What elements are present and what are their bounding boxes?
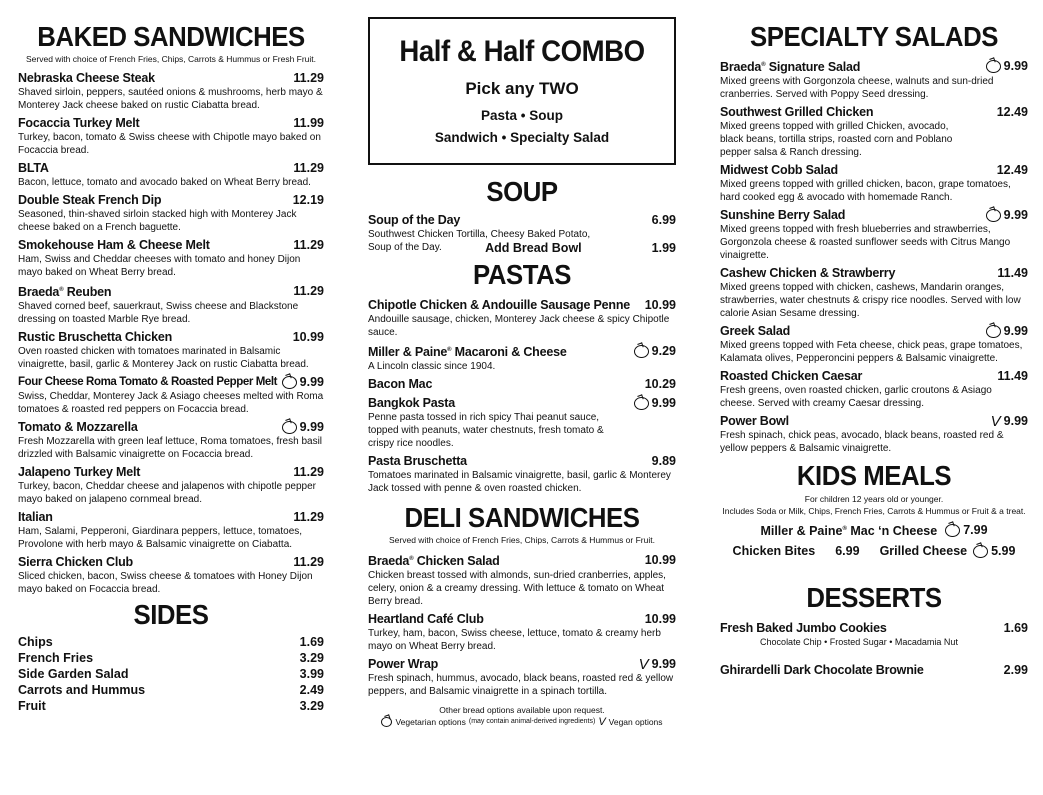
menu-item [368, 298, 676, 339]
registered-mark: ® [761, 62, 766, 68]
menu-item [18, 510, 324, 551]
menu-item [368, 552, 676, 608]
registered-mark: ® [447, 347, 452, 353]
vegetarian-apple-icon [634, 397, 649, 410]
menu-item [368, 396, 676, 450]
deli-sandwiches-subtitle: Served with choice of French Fries, Chips, Carrots & Hummus or Fruit. [389, 535, 655, 546]
item-price: 9.99 [1003, 414, 1028, 429]
baked-sandwiches-title: BAKED SANDWICHES [37, 21, 305, 52]
vegetarian-apple-icon [986, 209, 1001, 222]
soup-title: SOUP [486, 176, 558, 207]
item-description: Fresh spinach, chick peas, avocado, black beans, roasted red & yellow peppers & Balsamic vinaigrette. [720, 430, 1004, 455]
side-item [18, 666, 324, 682]
item-description: Mixed greens topped with chicken, cashews, Mandarin oranges, strawberries, water chestnuts & crispy rice noodles. Served with low calorie Asian Sesame dressing. [720, 282, 1021, 320]
item-price: 11.29 [293, 555, 324, 570]
registered-mark: ® [842, 526, 847, 533]
item-price: 10.99 [644, 612, 676, 627]
item-description: Penne pasta tossed in rich spicy Thai peanut sauce, topped with peanuts, water chestnuts, fresh tomato & crispy rice noodles. [368, 412, 604, 450]
item-price: 1.69 [1003, 621, 1028, 636]
side-price: 1.69 [299, 635, 324, 650]
registered-mark: ® [59, 287, 64, 293]
item-price: 9.99 [1003, 208, 1028, 223]
braeda-brand: Braeda [720, 60, 762, 75]
combo-options-line2: Sandwich • Specialty Salad [434, 130, 610, 145]
combo-options-line1: Pasta • Soup [481, 108, 563, 123]
kids-grilled-price: 5.99 [991, 544, 1016, 559]
item-description: Mixed greens topped with grilled Chicken, avocado, black beans, tortilla strips, roasted corn and Poblano pepper salsa & Ranch dressing. [720, 121, 953, 159]
menu-item [368, 213, 676, 256]
reuben-suffix: Reuben [63, 285, 112, 300]
item-name: Nebraska Cheese Steak [18, 71, 155, 85]
side-item [18, 698, 324, 714]
mac-brand: Miller & Paine [368, 345, 448, 360]
item-description: Ham, Salami, Pepperoni, Giardinara peppers, lettuce, tomatoes, Provolone with herb mayo & Balsamic vinaigrette on Ciabatta. [18, 526, 303, 551]
item-price: 9.29 [651, 344, 676, 359]
kids-bites-price: 6.99 [835, 544, 860, 559]
menu-item [368, 657, 676, 698]
item-price-wrap [282, 420, 324, 435]
item-price: 10.99 [644, 553, 676, 568]
item-name [368, 552, 500, 569]
combo-pick: Pick any TWO [465, 79, 579, 98]
side-item [18, 650, 324, 666]
item-price-wrap [282, 375, 324, 390]
vegetarian-apple-icon [973, 545, 988, 558]
side-price: 3.99 [299, 667, 324, 682]
item-description: Southwest Chicken Tortilla, Cheesy Baked Potato, Soup of the Day. [368, 229, 591, 253]
item-name: Bangkok Pasta [368, 396, 456, 411]
item-price: 11.29 [293, 238, 324, 252]
kids-bites-name: Chicken Bites [732, 544, 816, 559]
vegan-v-icon: V [598, 716, 606, 729]
side-price: 3.29 [299, 699, 324, 714]
bread-options-note: Other bread options available upon request. [439, 705, 605, 716]
kids-includes-note: Includes Soda or Milk, Chips, French Fries, Carrots & Hummus or Fruit & a treat. [722, 506, 1026, 517]
item-description: Seasoned, thin-shaved sirloin stacked high with Monterey Jack cheese baked on a French baguette. [18, 209, 297, 233]
item-description: Bacon, lettuce, tomato and avocado baked on Wheat Berry bread. [18, 177, 311, 188]
vegetarian-apple-icon [945, 524, 960, 537]
center-column [368, 0, 676, 728]
kids-meals-title: KIDS MEALS [796, 460, 952, 492]
item-name: Four Cheese Roma Tomato & Roasted Pepper Melt [18, 376, 278, 389]
item-description: Mixed greens topped with Feta cheese, chick peas, grape tomatoes, Kalamata olives, Pepperoncini peppers & Balsamic vinaigrette. [720, 340, 1023, 365]
vegan-legend-label: Vegan options [608, 717, 663, 728]
item-name: Italian [18, 510, 53, 525]
menu-item [18, 116, 324, 157]
combo-title: Half & Half COMBO [399, 35, 645, 68]
item-name: Ghirardelli Dark Chocolate Brownie [720, 663, 924, 678]
item-price-wrap [634, 344, 676, 359]
item-name: Smokehouse Ham & Cheese Melt [18, 238, 210, 252]
kids-mac-item [720, 519, 1028, 541]
item-price-wrap [639, 657, 676, 672]
item-price-wrap [991, 414, 1028, 429]
item-price: 11.29 [293, 465, 324, 480]
item-description: Shaved corned beef, sauerkraut, Swiss cheese and Blackstone dressing on toasted Marble Rye bread. [18, 301, 299, 326]
item-name: Sierra Chicken Club [18, 555, 133, 570]
menu-item [720, 105, 1028, 159]
specialty-salads-title: SPECIALTY SALADS [750, 21, 998, 52]
item-price-wrap [986, 59, 1028, 74]
salads-column [720, 0, 1028, 682]
item-price: 9.89 [651, 454, 676, 469]
vegetarian-apple-icon [381, 717, 392, 727]
vegetarian-legend-note: (may contain animal-derived ingredients) [468, 718, 596, 726]
kids-mac-name [760, 519, 937, 541]
item-description: Mixed greens topped with grilled chicken, bacon, grape tomatoes, hard cooked egg & avocado with homemade Ranch. [720, 179, 1011, 204]
vegetarian-apple-icon [282, 376, 297, 389]
vegetarian-apple-icon [986, 325, 1001, 338]
side-name: Fruit [18, 699, 46, 714]
registered-mark: ® [409, 556, 414, 563]
item-description: Sliced chicken, bacon, Swiss cheese & tomatoes with Honey Dijon mayo baked on Focaccia bread. [18, 571, 313, 596]
baked-sandwiches-column [18, 0, 324, 714]
menu-item [18, 161, 324, 189]
menu-item [18, 283, 324, 326]
item-description: Tomatoes marinated in Balsamic vinaigrette, basil, garlic & Monterey Jack tossed with penne & oven roasted chicken. [368, 470, 671, 495]
item-price-wrap [986, 208, 1028, 223]
item-description: Swiss, Cheddar, Monterey Jack & Asiago cheeses melted with Roma tomatoes & roasted red peppers on Focaccia bread. [18, 391, 324, 416]
bread-bowl-price: 1.99 [651, 241, 676, 255]
item-price: 12.19 [292, 193, 324, 207]
deli-sandwiches-title: DELI SANDWICHES [404, 502, 640, 534]
vegetarian-apple-icon [634, 345, 649, 358]
desserts-title: DESSERTS [806, 582, 942, 614]
menu-item [368, 343, 676, 373]
menu-item [18, 71, 324, 112]
item-price: 11.49 [997, 266, 1028, 281]
item-description: Shaved sirloin, peppers, sautéed onions & mushrooms, herb mayo & Monterey Jack cheese baked on rustic Ciabatta bread. [18, 87, 323, 111]
item-name: Fresh Baked Jumbo Cookies [720, 621, 887, 636]
vegan-v-icon: V [638, 655, 649, 673]
item-name: Tomato & Mozzarella [18, 420, 138, 435]
menu-item [18, 193, 324, 234]
item-description: Fresh spinach, hummus, avocado, black beans, roasted red & yellow peppers, and Balsamic vinaigrette in a spinach tortilla. [368, 673, 674, 698]
menu-item [720, 663, 1028, 678]
side-item [18, 682, 324, 698]
item-price-wrap [986, 324, 1028, 339]
menu-item [720, 266, 1028, 320]
item-name: Double Steak French Dip [18, 193, 162, 207]
item-name: Bacon Mac [368, 377, 433, 392]
item-description: Fresh Mozzarella with green leaf lettuce, Roma tomatoes, fresh basil drizzled with Balsamic vinaigrette on Focaccia bread. [18, 436, 323, 461]
item-name: BLTA [18, 161, 49, 175]
braeda-suffix: Chicken Salad [413, 554, 500, 569]
item-name: Heartland Café Club [368, 612, 484, 627]
item-price: 11.29 [293, 71, 324, 85]
item-description: Ham, Swiss and Cheddar cheeses with tomato and honey Dijon mayo baked on Wheat Berry bread. [18, 254, 301, 278]
item-price: 10.29 [644, 377, 676, 392]
item-name: Soup of the Day [368, 213, 461, 227]
item-description: A Lincoln classic since 1904. [368, 361, 496, 373]
legend [368, 716, 676, 728]
item-description: Mixed greens topped with fresh blueberries and strawberries, Gorgonzola cheese & roasted sunflower seeds with Citrus Mango vinaigrette. [720, 224, 1011, 262]
signature-suffix: Signature Salad [765, 60, 861, 75]
kids-mac-price: 7.99 [963, 523, 988, 538]
item-name: Pasta Bruschetta [368, 454, 467, 469]
vegetarian-apple-icon [986, 60, 1001, 73]
menu-item [18, 465, 324, 506]
item-description: Chicken breast tossed with almonds, sun-dried cranberries, apples, celery, onion & a creamy dressing. With lettuce & tomato on Wheat Berry bread. [368, 570, 666, 608]
side-item [18, 634, 324, 650]
menu-item [720, 163, 1028, 204]
menu-item [720, 208, 1028, 262]
menu-item [720, 369, 1028, 410]
kids-grilled-name: Grilled Cheese [879, 544, 968, 559]
sides-list [18, 634, 324, 714]
kids-row-2 [720, 541, 1028, 561]
sides-title: SIDES [133, 599, 209, 631]
item-price: 11.29 [293, 161, 324, 175]
item-price: 9.99 [299, 420, 324, 435]
item-name [368, 343, 567, 360]
side-name: Chips [18, 635, 53, 650]
item-name [18, 283, 111, 300]
item-price: 9.99 [651, 657, 676, 672]
item-price: 9.99 [1003, 324, 1028, 339]
side-name: Side Garden Salad [18, 667, 129, 682]
item-description: Turkey, ham, bacon, Swiss cheese, lettuce, tomato & creamy herb mayo on Wheat Berry bread. [368, 628, 661, 653]
item-price: 10.99 [644, 298, 676, 312]
menu-item [18, 375, 324, 416]
vegan-v-icon: V [990, 412, 1001, 430]
bread-bowl-addon: Add Bread Bowl [485, 241, 582, 255]
mac-suffix: Mac ‘n Cheese [846, 524, 938, 539]
item-name: Power Bowl [720, 414, 789, 429]
menu-item [18, 420, 324, 461]
item-price: 12.49 [996, 163, 1028, 178]
item-price: 11.49 [997, 369, 1028, 384]
kids-age-note: For children 12 years old or younger. [804, 494, 944, 505]
vegetarian-apple-icon [282, 421, 297, 434]
vegetarian-legend-label: Vegetarian options [395, 717, 466, 728]
menu-item [368, 612, 676, 653]
item-description: Turkey, bacon, Cheddar cheese and jalapenos with chipotle pepper mayo baked on jalapeno cornmeal bread. [18, 481, 316, 506]
item-price: 11.99 [293, 116, 324, 130]
menu-item [368, 377, 676, 392]
item-price: 11.29 [293, 510, 324, 525]
item-name: Cashew Chicken & Strawberry [720, 266, 896, 281]
braeda-brand: Braeda [368, 554, 410, 569]
item-price: 9.99 [1003, 59, 1028, 74]
menu-item [368, 454, 676, 495]
item-description: Andouille sausage, chicken, Monterey Jack cheese & spicy Chipotle sauce. [368, 314, 670, 338]
item-price: 6.99 [651, 213, 676, 227]
baked-sandwiches-subtitle: Served with choice of French Fries, Chips, Carrots & Hummus or Fresh Fruit. [25, 54, 317, 64]
menu-item [720, 621, 1028, 649]
menu-item [18, 555, 324, 596]
menu-item [18, 330, 324, 371]
item-price: 9.99 [651, 396, 676, 411]
item-price: 11.29 [293, 284, 324, 299]
item-name: Southwest Grilled Chicken [720, 105, 874, 120]
menu-item [18, 238, 324, 279]
item-name: Greek Salad [720, 324, 791, 339]
side-price: 2.49 [299, 683, 324, 698]
item-price: 12.49 [996, 105, 1028, 120]
item-description: Oven roasted chicken with tomatoes marinated in Balsamic vinaigrette, basil, garlic & Monterey Jack on rustic Ciabatta bread. [18, 346, 309, 371]
reuben-brand: Braeda [18, 285, 60, 300]
item-price: 2.99 [1003, 663, 1028, 678]
item-description: Mixed greens with Gorgonzola cheese, walnuts and sun-dried cranberries. Served with Poppy Seed dressing. [720, 76, 994, 101]
mac-suffix: Macaroni & Cheese [451, 345, 567, 360]
item-name: Rustic Bruschetta Chicken [18, 330, 173, 345]
pastas-title: PASTAS [473, 259, 571, 290]
item-name: Power Wrap [368, 657, 439, 672]
item-description: Fresh greens, oven roasted chicken, garlic croutons & Asiago cheese. Served with creamy Caesar dressing. [720, 385, 992, 410]
item-name [720, 58, 860, 75]
item-name: Chipotle Chicken & Andouille Sausage Penne [368, 298, 631, 312]
menu-item [720, 414, 1028, 455]
item-description: Chocolate Chip • Frosted Sugar • Macadamia Nut [760, 637, 958, 648]
item-name: Roasted Chicken Caesar [720, 369, 863, 384]
item-name: Focaccia Turkey Melt [18, 116, 140, 130]
side-name: French Fries [18, 651, 94, 666]
side-name: Carrots and Hummus [18, 683, 146, 698]
menu-item [720, 58, 1028, 101]
item-name: Midwest Cobb Salad [720, 163, 838, 178]
item-price: 10.99 [292, 330, 324, 345]
side-price: 3.29 [299, 651, 324, 666]
item-price-wrap [634, 396, 676, 411]
item-price: 9.99 [299, 375, 324, 390]
item-name: Jalapeno Turkey Melt [18, 465, 141, 480]
item-name: Sunshine Berry Salad [720, 208, 846, 223]
menu-item [720, 324, 1028, 365]
mac-brand: Miller & Paine [760, 524, 843, 539]
combo-box [368, 17, 676, 165]
item-description: Turkey, bacon, tomato & Swiss cheese with Chipotle mayo baked on Focaccia bread. [18, 132, 321, 156]
